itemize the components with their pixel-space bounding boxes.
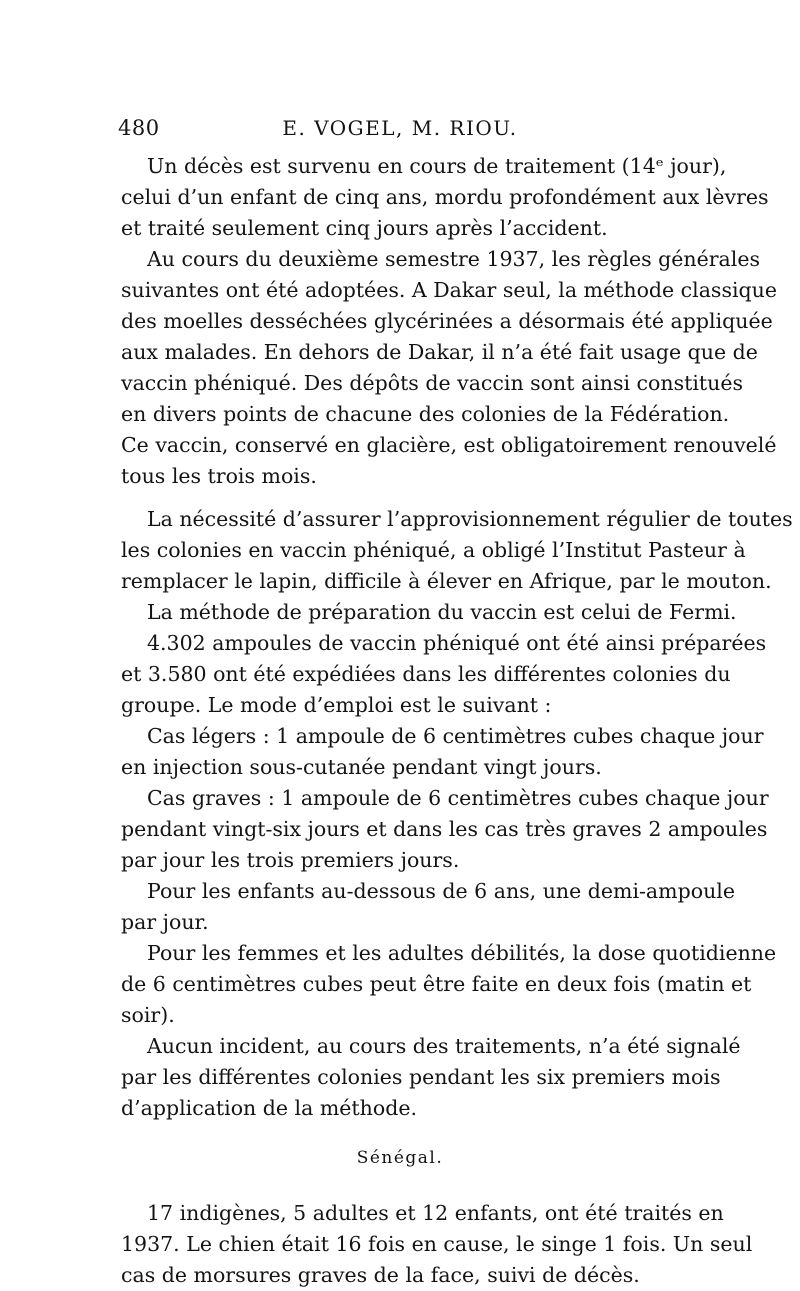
text-line: tous les trois mois. <box>121 464 317 488</box>
text-line: groupe. Le mode d’emploi est le suivant : <box>121 693 552 717</box>
text-line: Cas légers : 1 ampoule de 6 centimètres cubes chaque jour <box>147 724 764 748</box>
paragraph <box>121 1031 741 1124</box>
text-line: Cas graves : 1 ampoule de 6 centimètres cubes chaque jour <box>147 786 769 810</box>
text-line: celui d’un enfant de cinq ans, mordu profondément aux lèvres <box>121 185 769 209</box>
text-line: soir). <box>121 1003 175 1027</box>
text-line: Ce vaccin, conservé en glacière, est obligatoirement renouvelé <box>121 433 777 457</box>
paragraph <box>121 628 767 721</box>
text-line: par jour les trois premiers jours. <box>121 848 460 872</box>
paragraph <box>121 938 777 1031</box>
text-line: cas de morsures graves de la face, suivi de décès. <box>121 1263 640 1287</box>
text-line: Pour les enfants au-dessous de 6 ans, une demi-ampoule <box>147 879 735 903</box>
text-line: 17 indigènes, 5 adultes et 12 enfants, ont été traités en <box>147 1201 724 1225</box>
paragraph <box>121 783 769 876</box>
text-line: des moelles desséchées glycérinées a désormais été appliquée <box>121 309 773 333</box>
paragraph <box>121 1198 753 1291</box>
text-line: par jour. <box>121 910 209 934</box>
section-heading: Sénégal. <box>356 1148 444 1168</box>
body-text <box>121 151 793 1291</box>
text-line: 4.302 ampoules de vaccin phéniqué ont été ainsi préparées <box>147 631 767 655</box>
text-line: pendant vingt-six jours et dans les cas très graves 2 ampoules <box>121 817 768 841</box>
text-line: La méthode de préparation du vaccin est celui de Fermi. <box>147 600 737 624</box>
text-line: de 6 centimètres cubes peut être faite en deux fois (matin et <box>121 972 752 996</box>
text-line: Au cours du deuxième semestre 1937, les règles générales <box>147 247 760 271</box>
paragraph <box>121 151 769 244</box>
text-line: La nécessité d’assurer l’approvisionnement régulier de toutes <box>147 507 793 531</box>
running-head <box>118 116 682 146</box>
paragraph <box>121 721 764 783</box>
text-line: en divers points de chacune des colonies de la Fédération. <box>121 402 730 426</box>
paragraph <box>121 876 735 938</box>
text-line: Un décès est survenu en cours de traitement (14ᵉ jour), <box>147 154 727 178</box>
text-line: aux malades. En dehors de Dakar, il n’a été fait usage que de <box>121 340 758 364</box>
text-line: Aucun incident, au cours des traitements, n’a été signalé <box>147 1034 741 1058</box>
text-line: remplacer le lapin, difficile à élever en Afrique, par le mouton. <box>121 569 772 593</box>
text-line: suivantes ont été adoptées. A Dakar seul, la méthode classique <box>121 278 777 302</box>
text-line: Pour les femmes et les adultes débilités, la dose quotidienne <box>147 941 777 965</box>
running-title: E. VOGEL, M. RIOU. <box>282 116 518 140</box>
page-number: 480 <box>118 116 160 140</box>
paragraph-gap <box>121 492 679 504</box>
text-line: par les différentes colonies pendant les six premiers mois <box>121 1065 721 1089</box>
paragraph <box>121 504 793 597</box>
text-line: 1937. Le chien était 16 fois en cause, le singe 1 fois. Un seul <box>121 1232 753 1256</box>
text-line: les colonies en vaccin phéniqué, a obligé l’Institut Pasteur à <box>121 538 746 562</box>
paragraph <box>121 244 777 492</box>
paragraph <box>121 597 737 628</box>
text-line: en injection sous-cutanée pendant vingt jours. <box>121 755 602 779</box>
text-line: d’application de la méthode. <box>121 1096 417 1120</box>
text-line: vaccin phéniqué. Des dépôts de vaccin sont ainsi constitués <box>121 371 743 395</box>
text-line: et 3.580 ont été expédiées dans les différentes colonies du <box>121 662 731 686</box>
text-line: et traité seulement cinq jours après l’accident. <box>121 216 608 240</box>
